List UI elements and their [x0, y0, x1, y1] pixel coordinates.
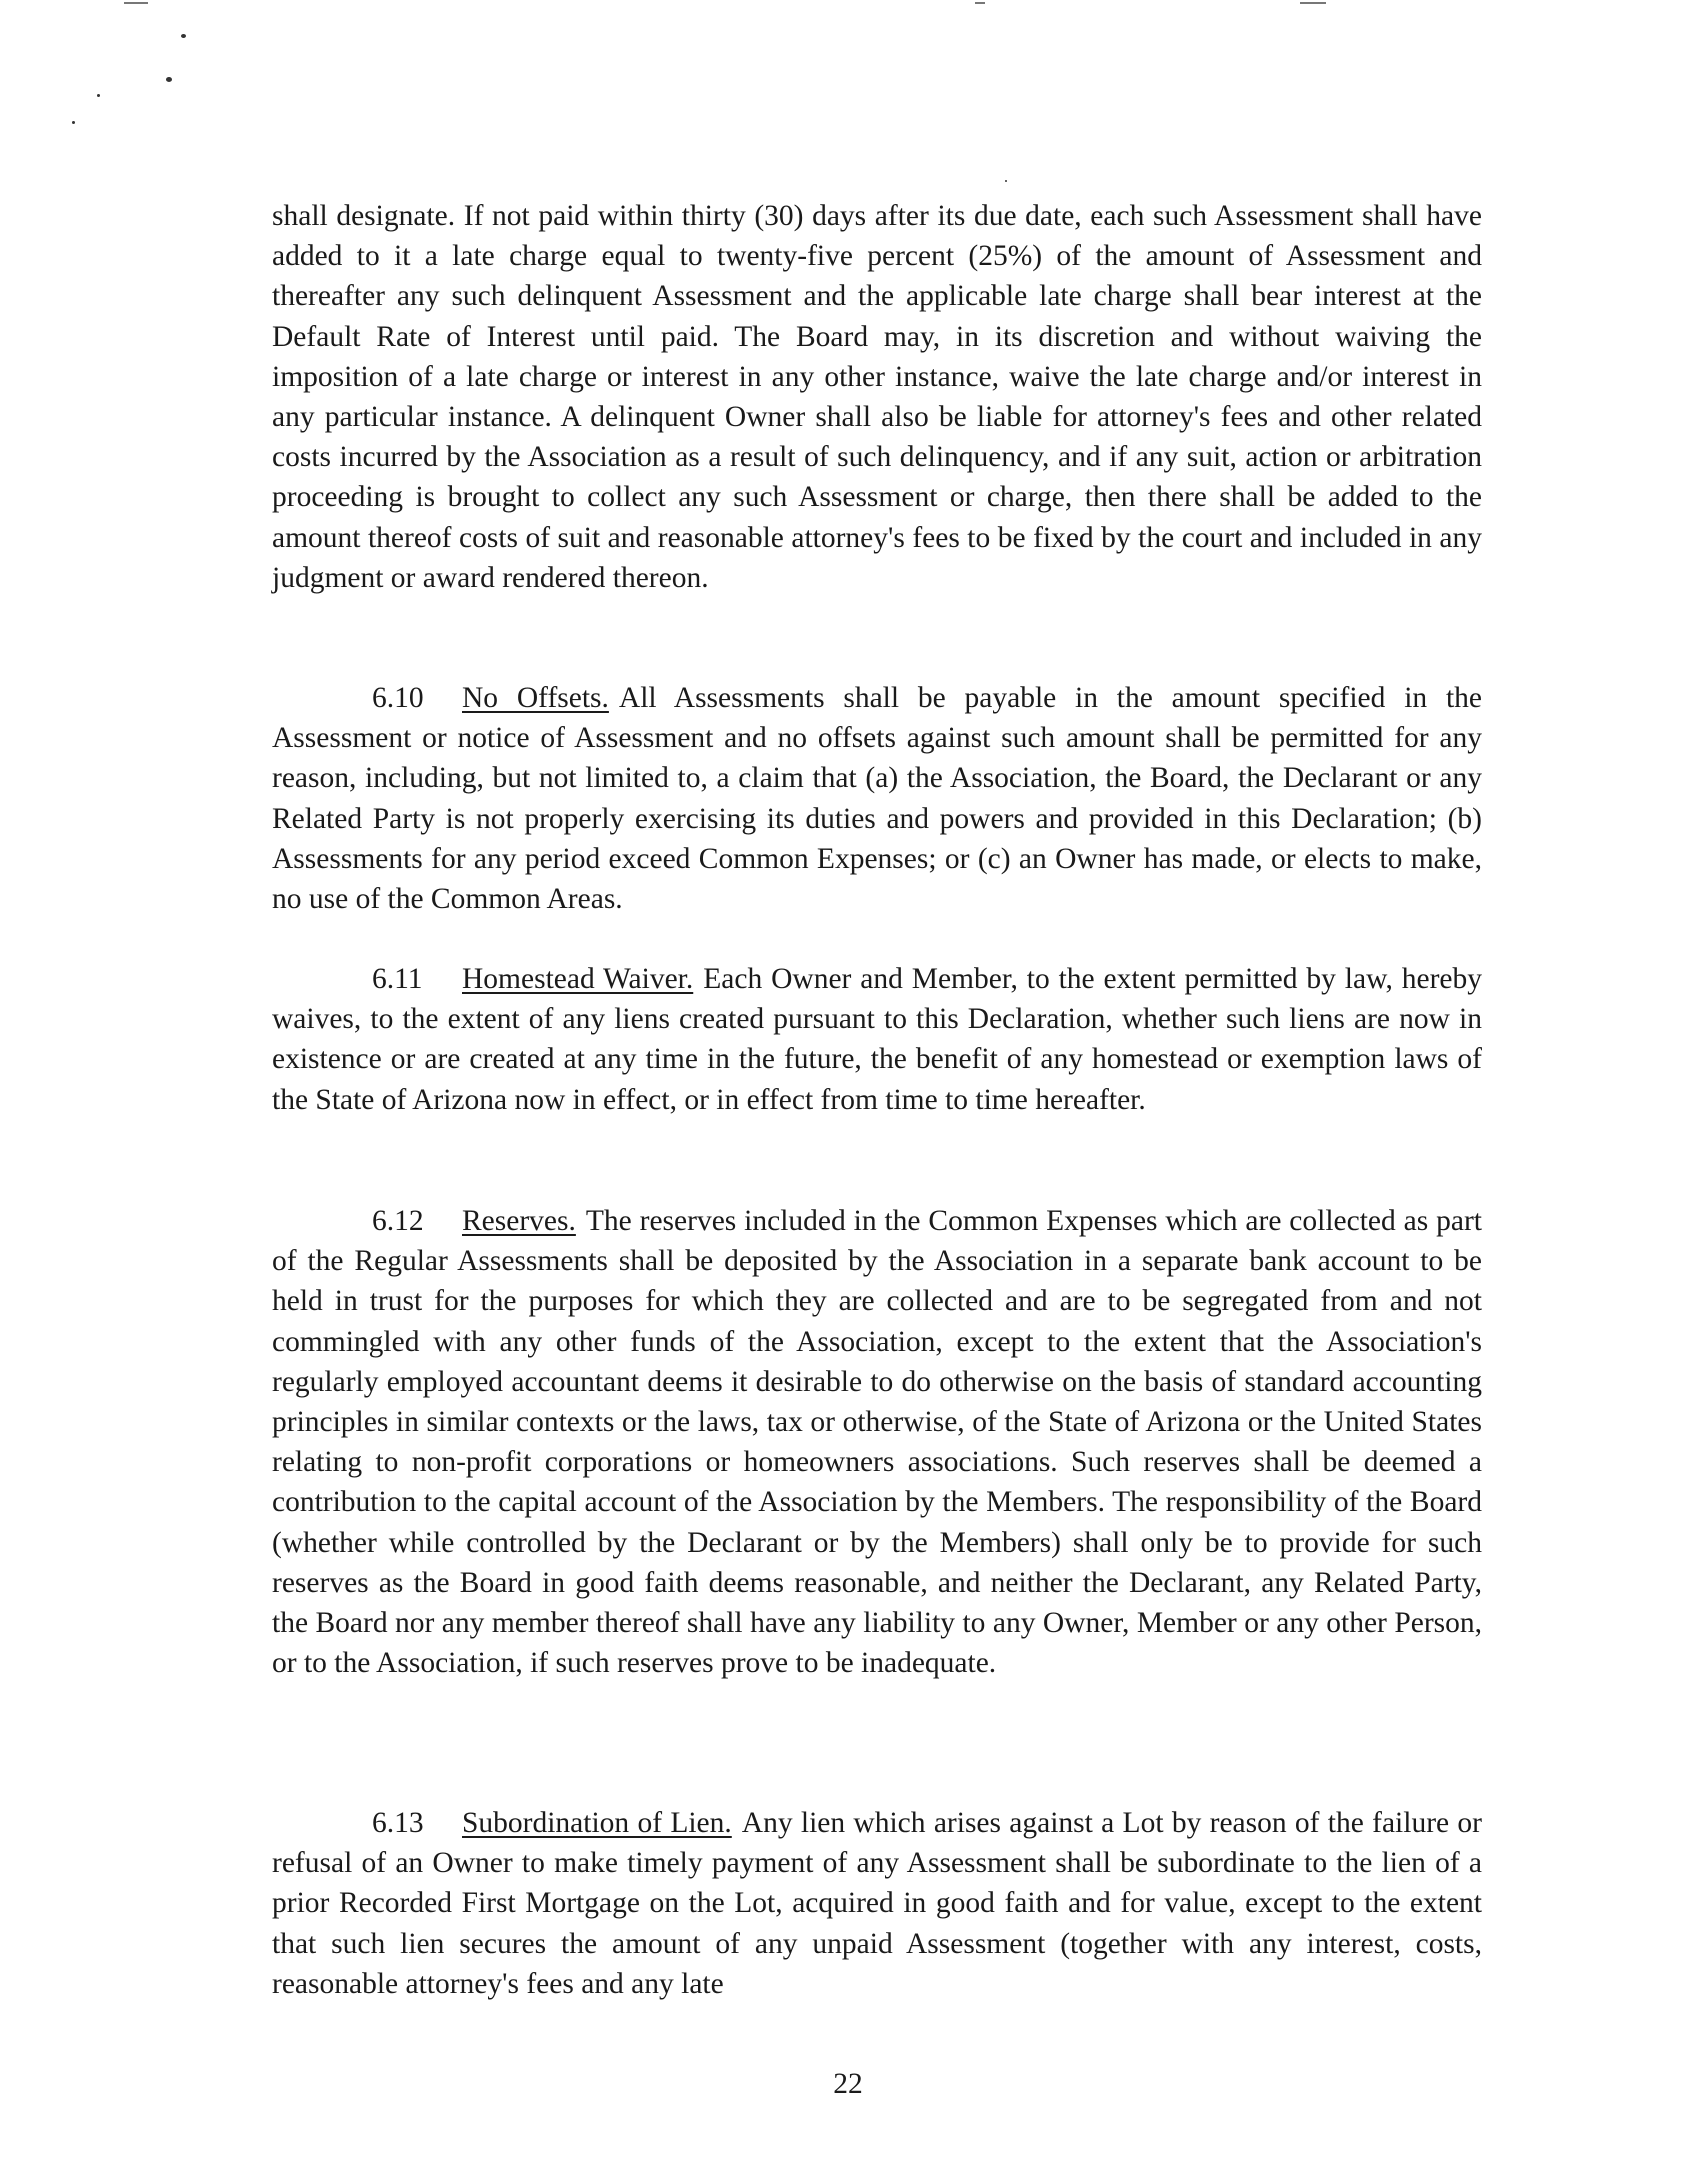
paragraph-body: The reserves included in the Common Expenses which are collected as part of the Regular Assessments shall be deposited by the Association in a separate bank account to be held in trust for the purposes for which they are collected and are to be segregated from and not commingled with any other funds of the Association, except to the extent that the Association's regularly employed accountant deems it desirable to do otherwise on the basis of standard accounting principles in similar contexts or the laws, tax or otherwise, of the State of Arizona or the United States relating to non-profit corporations or homeowners associations. Such reserves shall be deemed a contribution to the capital account of the Association by the Members. The responsibility of the Board (whether while controlled by the Declarant or by the Members) shall only be to provide for such reserves as the Board in good faith deems reasonable, and neither the Declarant, any Related Party, the Board nor any member thereof shall have any liability to any Owner, Member or any other Person, or to the Association, if such reserves prove to be inadequate.	[272, 1205, 1482, 1680]
paragraph-body: All Assessments shall be payable in the amount specified in the Assessment or notice of Assessment and no offsets against such amount shall be permitted for any reason, including, but not limited to, a claim that (a) the Association, the Board, the Declarant or any Related Party is not properly exercising its duties and powers and provided in this Declaration; (b) Assessments for any period exceed Common Expenses; or (c) an Owner has made, or elects to make, no use of the Common Areas.	[272, 682, 1482, 916]
scan-artifact	[1300, 2, 1326, 4]
section-number: 6.12	[372, 1205, 424, 1237]
paragraph	[272, 1201, 1482, 1683]
paragraph	[272, 959, 1482, 1120]
scan-artifact	[97, 94, 100, 97]
section-title: Homestead Waiver.	[462, 963, 694, 995]
section-6-11	[272, 959, 1482, 1120]
paragraph	[272, 1803, 1482, 2004]
paragraph-body: shall designate. If not paid within thirty (30) days after its due date, each such Assessment shall have added to it a late charge equal to twenty-five percent (25%) of the amount of Assessment and thereafter any such delinquent Assessment and the applicable late charge shall bear interest at the Default Rate of Interest until paid. The Board may, in its discretion and without waiving the imposition of a late charge or interest in any other instance, waive the late charge and/or interest in any particular instance. A delinquent Owner shall also be liable for attorney's fees and other related costs incurred by the Association as a result of such delinquency, and if any suit, action or arbitration proceeding is brought to collect any such Assessment or charge, then there shall be added to the amount thereof costs of suit and reasonable attorney's fees to be fixed by the court and included in any judgment or award rendered thereon.	[272, 200, 1482, 594]
page-number: 22	[833, 2068, 863, 2100]
scan-artifact	[166, 77, 172, 82]
section-title: Reserves.	[462, 1205, 576, 1237]
section-6-12	[272, 1201, 1482, 1683]
section-number: 6.11	[372, 963, 423, 995]
paragraph	[272, 678, 1482, 919]
section-number: 6.10	[372, 682, 424, 714]
section-6-10	[272, 678, 1482, 919]
scan-artifact	[975, 2, 985, 4]
paragraph-continued	[272, 196, 1482, 598]
scan-artifact	[1005, 180, 1007, 182]
scan-artifact	[181, 34, 186, 38]
scan-artifact	[124, 2, 148, 4]
section-title: Subordination of Lien.	[462, 1807, 732, 1839]
paragraph-body: Any lien which arises against a Lot by reason of the failure or refusal of an Owner to make timely payment of any Assessment shall be subordinate to the lien of a prior Recorded First Mortgage on the Lot, acquired in good faith and for value, except to the extent that such lien secures the amount of any unpaid Assessment (together with any interest, costs, reasonable attorney's fees and any late	[272, 1807, 1482, 2000]
paragraph-body: Each Owner and Member, to the extent permitted by law, hereby waives, to the extent of any liens created pursuant to this Declaration, whether such liens are now in existence or are created at any time in the future, the benefit of any homestead or exemption laws of the State of Arizona now in effect, or in effect from time to time hereafter.	[272, 963, 1482, 1116]
section-6-13	[272, 1803, 1482, 2004]
section-title: No Offsets.	[462, 682, 609, 714]
section-number: 6.13	[372, 1807, 424, 1839]
scan-artifact	[72, 121, 75, 124]
